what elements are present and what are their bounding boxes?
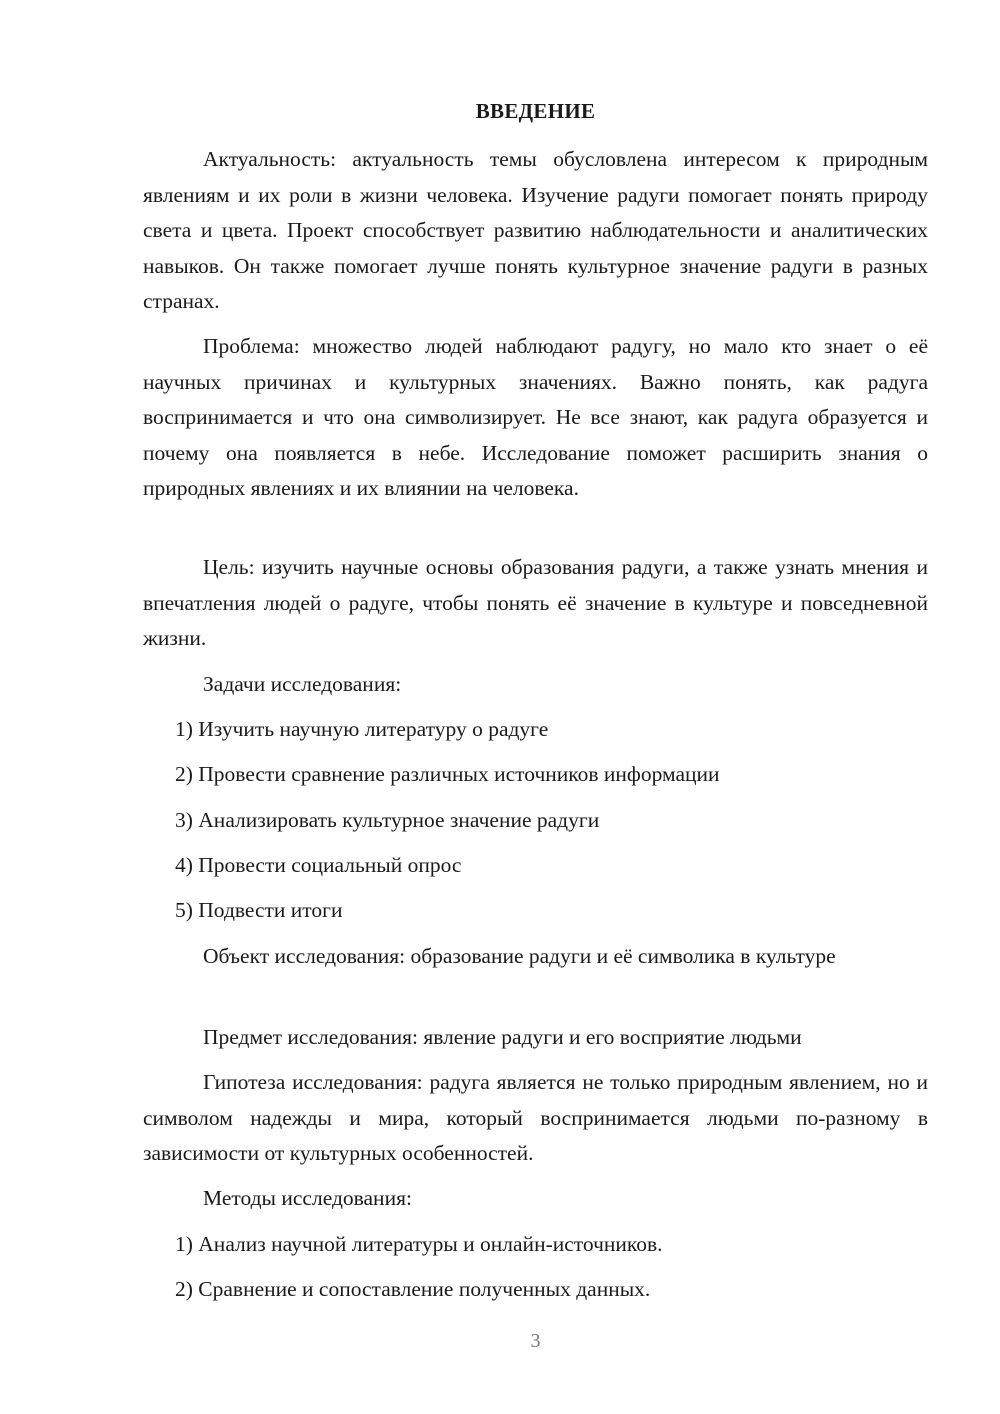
problem-paragraph: Проблема: множество людей наблюдают радугу, но мало кто знает о её научных причинах и культурных значениях. Важно понять, как радуга воспринимается и что она символизирует. Не все знают, как радуга образуется и почему она появляется в небе. Исследование поможет расширить знания о природных явлениях и их влиянии на человека. xyxy=(143,334,928,500)
task-item-3: 3) Анализировать культурное значение радуги xyxy=(175,808,600,832)
methods-heading: Методы исследования: xyxy=(203,1186,412,1210)
task-item-2: 2) Провести сравнение различных источников информации xyxy=(175,762,720,786)
relevance-paragraph: Актуальность: актуальность темы обусловлена интересом к природным явлениям и их роли в жизни человека. Изучение радуги помогает понять природу света и цвета. Проект способствует развитию наблюдательности и аналитических навыков. Он также помогает лучше понять культурное значение радуги в разных странах. xyxy=(143,147,928,313)
subject-paragraph: Предмет исследования: явление радуги и его восприятие людьми xyxy=(203,1025,802,1049)
goal-paragraph: Цель: изучить научные основы образования радуги, а также узнать мнения и впечатления людей о радуге, чтобы понять её значение в культуре и повседневной жизни. xyxy=(143,555,928,650)
tasks-heading: Задачи исследования: xyxy=(203,672,402,696)
task-item-4: 4) Провести социальный опрос xyxy=(175,853,462,877)
task-item-1: 1) Изучить научную литературу о радуге xyxy=(175,717,549,741)
method-item-1: 1) Анализ научной литературы и онлайн-источников. xyxy=(175,1232,663,1256)
object-paragraph: Объект исследования: образование радуги и её символика в культуре xyxy=(203,944,836,968)
task-item-5: 5) Подвести итоги xyxy=(175,898,343,922)
method-item-2: 2) Сравнение и сопоставление полученных данных. xyxy=(175,1277,651,1301)
page-number: 3 xyxy=(530,1330,541,1352)
page-title: ВВЕДЕНИЕ xyxy=(475,99,596,123)
hypothesis-paragraph: Гипотеза исследования: радуга является не только природным явлением, но и символом надежды и мира, который воспринимается людьми по-разному в зависимости от культурных особенностей. xyxy=(143,1070,928,1165)
